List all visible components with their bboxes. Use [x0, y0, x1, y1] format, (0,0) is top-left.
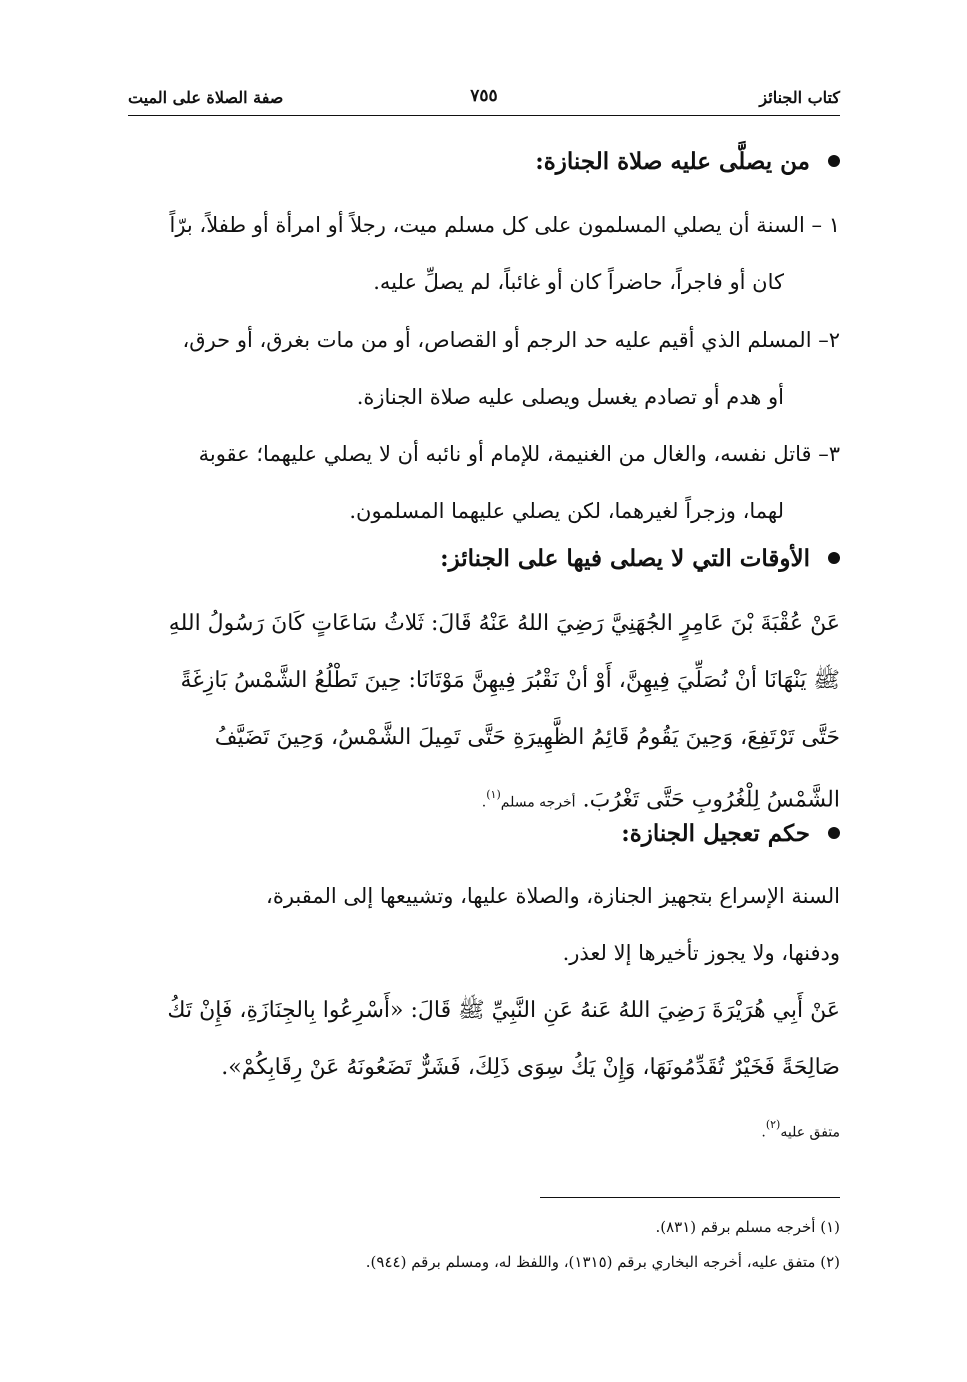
ruling-text: السنة الإسراع بتجهيز الجنازة، والصلاة عليها، وتشييعها إلى المقبرة، ودفنها، ولا يجوز تأخيرها إلا لعذر.	[266, 884, 840, 965]
section-title: صفة الصلاة على الميت	[128, 88, 284, 107]
page-header	[128, 84, 840, 114]
footnote-marker: (١)	[486, 788, 501, 801]
footnote: (٢) متفق عليه، أخرجه البخاري برقم (١٣١٥)، واللفظ له، ومسلم برقم (٩٤٤).	[365, 1253, 840, 1271]
section-heading: من يصلَّى عليه صلاة الجنازة:	[535, 148, 840, 175]
hadith-source: أخرجه مسلم	[500, 794, 576, 811]
header-divider	[128, 115, 840, 116]
footnote: (١) أخرجه مسلم برقم (٨٣١).	[655, 1218, 840, 1236]
footnote-marker: (٢)	[765, 1118, 781, 1131]
footnote-divider	[540, 1197, 840, 1198]
list-item: ١ – السنة أن يصلي المسلمون على كل مسلم ميت، رجلاً أو امرأة أو طفلاً، برّاً كان أو فاجراً، حاضراً كان أو غائباً، لم يصلِّ عليه.	[169, 213, 840, 294]
list-item: ٣– قاتل نفسه، والغال من الغنيمة، للإمام أو نائبه أن لا يصلي عليهما؛ عقوبة لهما، وزجراً لغيرهما، لكن يصلي عليهما المسلمون.	[198, 442, 840, 523]
bullet-icon	[828, 155, 840, 167]
list-item: ٢– المسلم الذي أقيم عليه حد الرجم أو القصاص، أو من مات بغرق، أو حرق، أو هدم أو تصادم يغسل ويصلى عليه صلاة الجنازة.	[182, 328, 840, 409]
page-number: ٧٥٥	[470, 86, 498, 106]
bullet-icon	[828, 827, 840, 839]
hadith-text: عَنْ عُقْبَةَ بْنَ عَامِرٍ الجُهَنِيَّ رَضِيَ اللهُ عَنْهُ قَالَ: ثَلاثُ سَاعَاتٍ كَانَ رَسُولُ اللهِ ﷺ يَنْهَانَا أنْ نُصَلِّيَ فِيهِنَّ، أَوْ أنْ نَقْبُرَ فِيهِنَّ مَوْتَانَا: حِينَ تَطْلُعُ الشَّمْسُ بَازِغَةً حَتَّى تَرْتَفِعَ، وَحِينَ يَقُومُ قَائِمُ الظَّهِيرَةِ حَتَّى تَمِيلَ الشَّمْسُ، وَحِينَ تَضَيَّفُ الشَّمْسُ لِلْغُرُوبِ حَتَّى تَغْرُبَ. أخرجه مسلم$^{(١)}$.	[168, 611, 840, 813]
book-title: كتاب الجنائز	[759, 88, 840, 107]
section-heading: حكم تعجيل الجنازة:	[621, 820, 840, 847]
bullet-icon	[828, 552, 840, 564]
hadith-text: عَنْ أَبِي هُرَيْرَةَ رَضِيَ اللهُ عَنهُ عَنِ النَّبِيِّ ﷺ قَالَ: «أَسْرِعُوا بِالجِنَازَةِ، فَإِنْ تَكُ صَالِحَةً فَخَيْرٌ تُقَدِّمُونَهَا، وَإِنْ يَكُ سِوَى ذَلِكَ، فَشَرٌّ تَضَعُونَهُ عَنْ رِقَابِكُمْ». متفق عليه$^{(٢)}$.	[167, 998, 840, 1141]
hadith-source: متفق عليه	[780, 1124, 840, 1141]
section-heading: الأوقات التي لا يصلى فيها على الجنائز:	[440, 545, 840, 572]
